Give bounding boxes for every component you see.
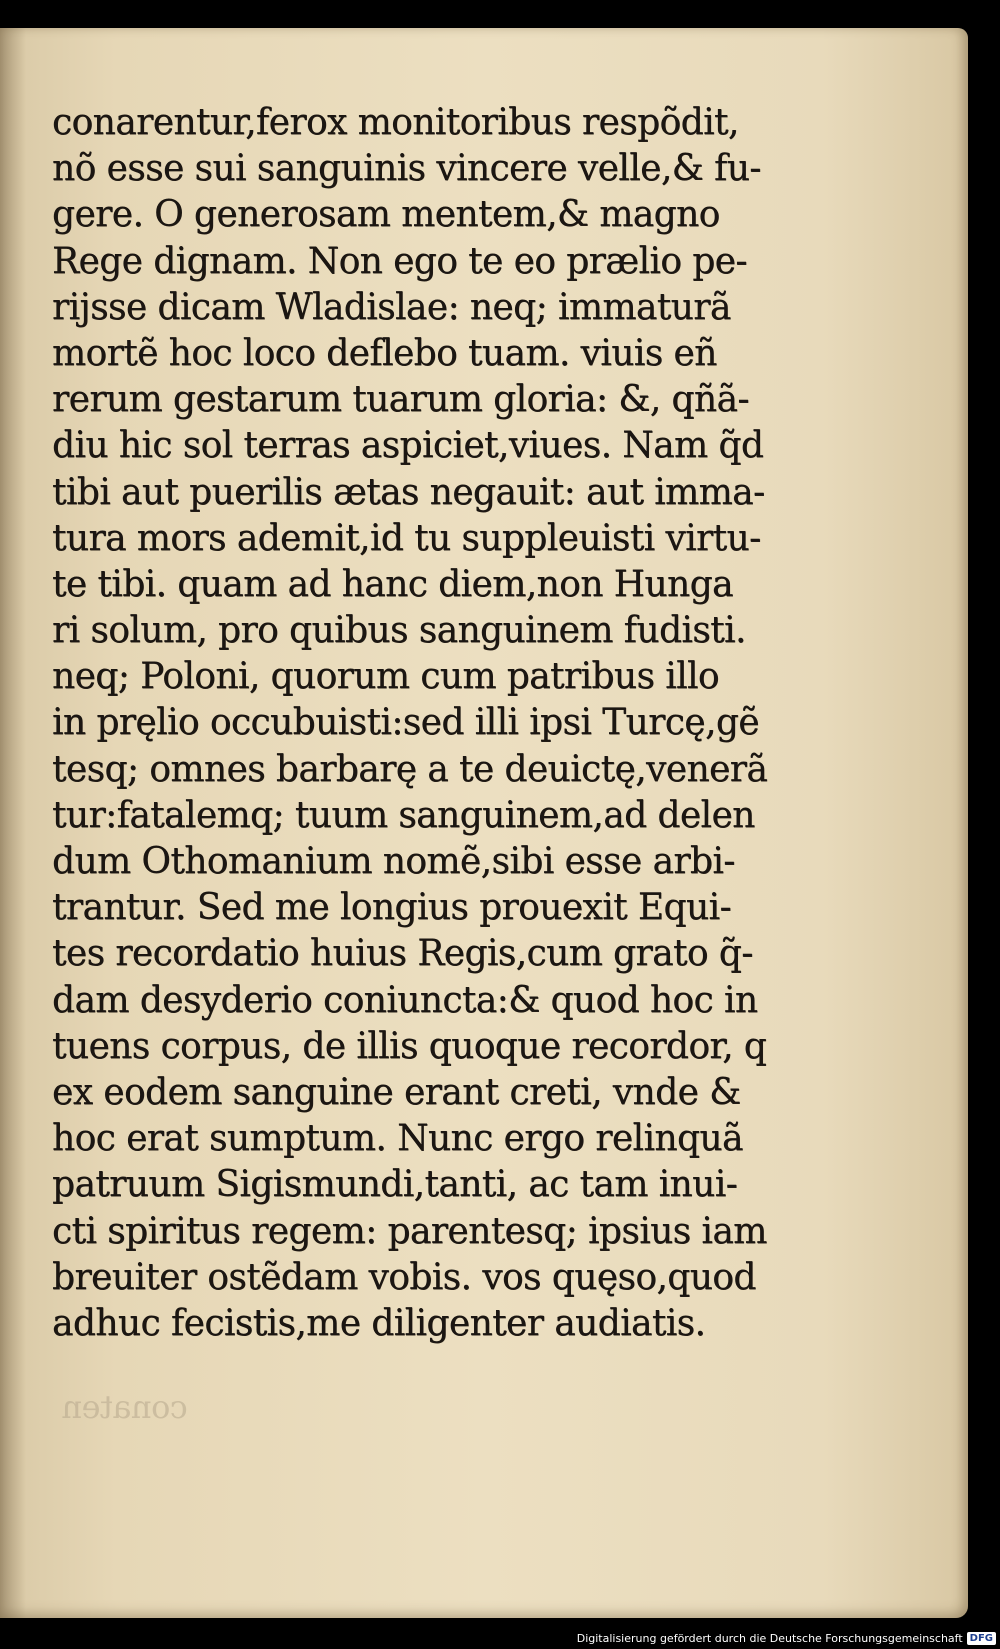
text-line: neq; Poloni, quorum cum patribus illo bbox=[52, 656, 719, 698]
text-line: rerum gestarum tuarum gloria: &, qñã- bbox=[52, 379, 749, 421]
text-line: in pręlio occubuisti:sed illi ipsi Turcę,gẽ bbox=[52, 702, 759, 744]
text-line: Rege dignam. Non ego te eo prælio pe- bbox=[52, 240, 747, 282]
book-page bbox=[0, 28, 968, 1618]
text-line: gere. O generosam mentem,& magno bbox=[52, 194, 720, 236]
text-line: adhuc fecistis,me diligenter audiatis. bbox=[52, 1302, 706, 1344]
bleed-through-text: conaten bbox=[62, 1388, 188, 1426]
text-line: tes recordatio huius Regis,cum grato q̃- bbox=[52, 933, 753, 975]
text-line: trantur. Sed me longius prouexit Equi- bbox=[52, 887, 732, 929]
text-line: tesq; omnes barbarę a te deuictę,venerã bbox=[52, 748, 768, 790]
page-gutter-shadow bbox=[0, 28, 26, 1618]
dfg-logo: DFG bbox=[967, 1632, 996, 1645]
text-line: diu hic sol terras aspiciet,viues. Nam q̃d bbox=[52, 425, 764, 467]
text-line: patruum Sigismundi,tanti, ac tam inui- bbox=[52, 1164, 738, 1206]
text-line: cti spiritus regem: parentesq; ipsius iam bbox=[52, 1210, 767, 1252]
text-line: te tibi. quam ad hanc diem,non Hunga bbox=[52, 563, 733, 605]
footer-bar bbox=[569, 1627, 1000, 1649]
text-line: tuens corpus, de illis quoque recordor, q bbox=[52, 1025, 767, 1067]
text-line: tur:fatalemq; tuum sanguinem,ad delen bbox=[52, 794, 755, 836]
digitization-credit: Digitalisierung gefördert durch die Deutsche Forschungsgemeinschaft bbox=[576, 1631, 963, 1645]
text-line: mortẽ hoc loco deflebo tuam. viuis eñ bbox=[52, 332, 717, 374]
text-line: ex eodem sanguine erant creti, vnde & bbox=[52, 1071, 741, 1113]
text-line: ri solum, pro quibus sanguinem fudisti. bbox=[52, 610, 746, 652]
text-line: breuiter ostẽdam vobis. vos quęso,quod bbox=[52, 1256, 756, 1298]
text-block bbox=[52, 100, 822, 1347]
text-line: dam desyderio coniuncta:& quod hoc in bbox=[52, 979, 758, 1021]
text-line: dum Othomanium nomẽ,sibi esse arbi- bbox=[52, 841, 735, 882]
text-line: tibi aut puerilis ætas negauit: aut imma- bbox=[52, 471, 765, 513]
text-line: conarentur,ferox monitoribus respõdit, bbox=[52, 102, 739, 143]
text-line: hoc erat sumptum. Nunc ergo relinquã bbox=[52, 1118, 743, 1160]
text-line: tura mors ademit,id tu suppleuisti virtu- bbox=[52, 517, 761, 559]
text-line: nõ esse sui sanguinis vincere velle,& fu- bbox=[52, 148, 761, 190]
text-line: riјsse dicam Wladislae: neq; immaturã bbox=[52, 286, 731, 328]
